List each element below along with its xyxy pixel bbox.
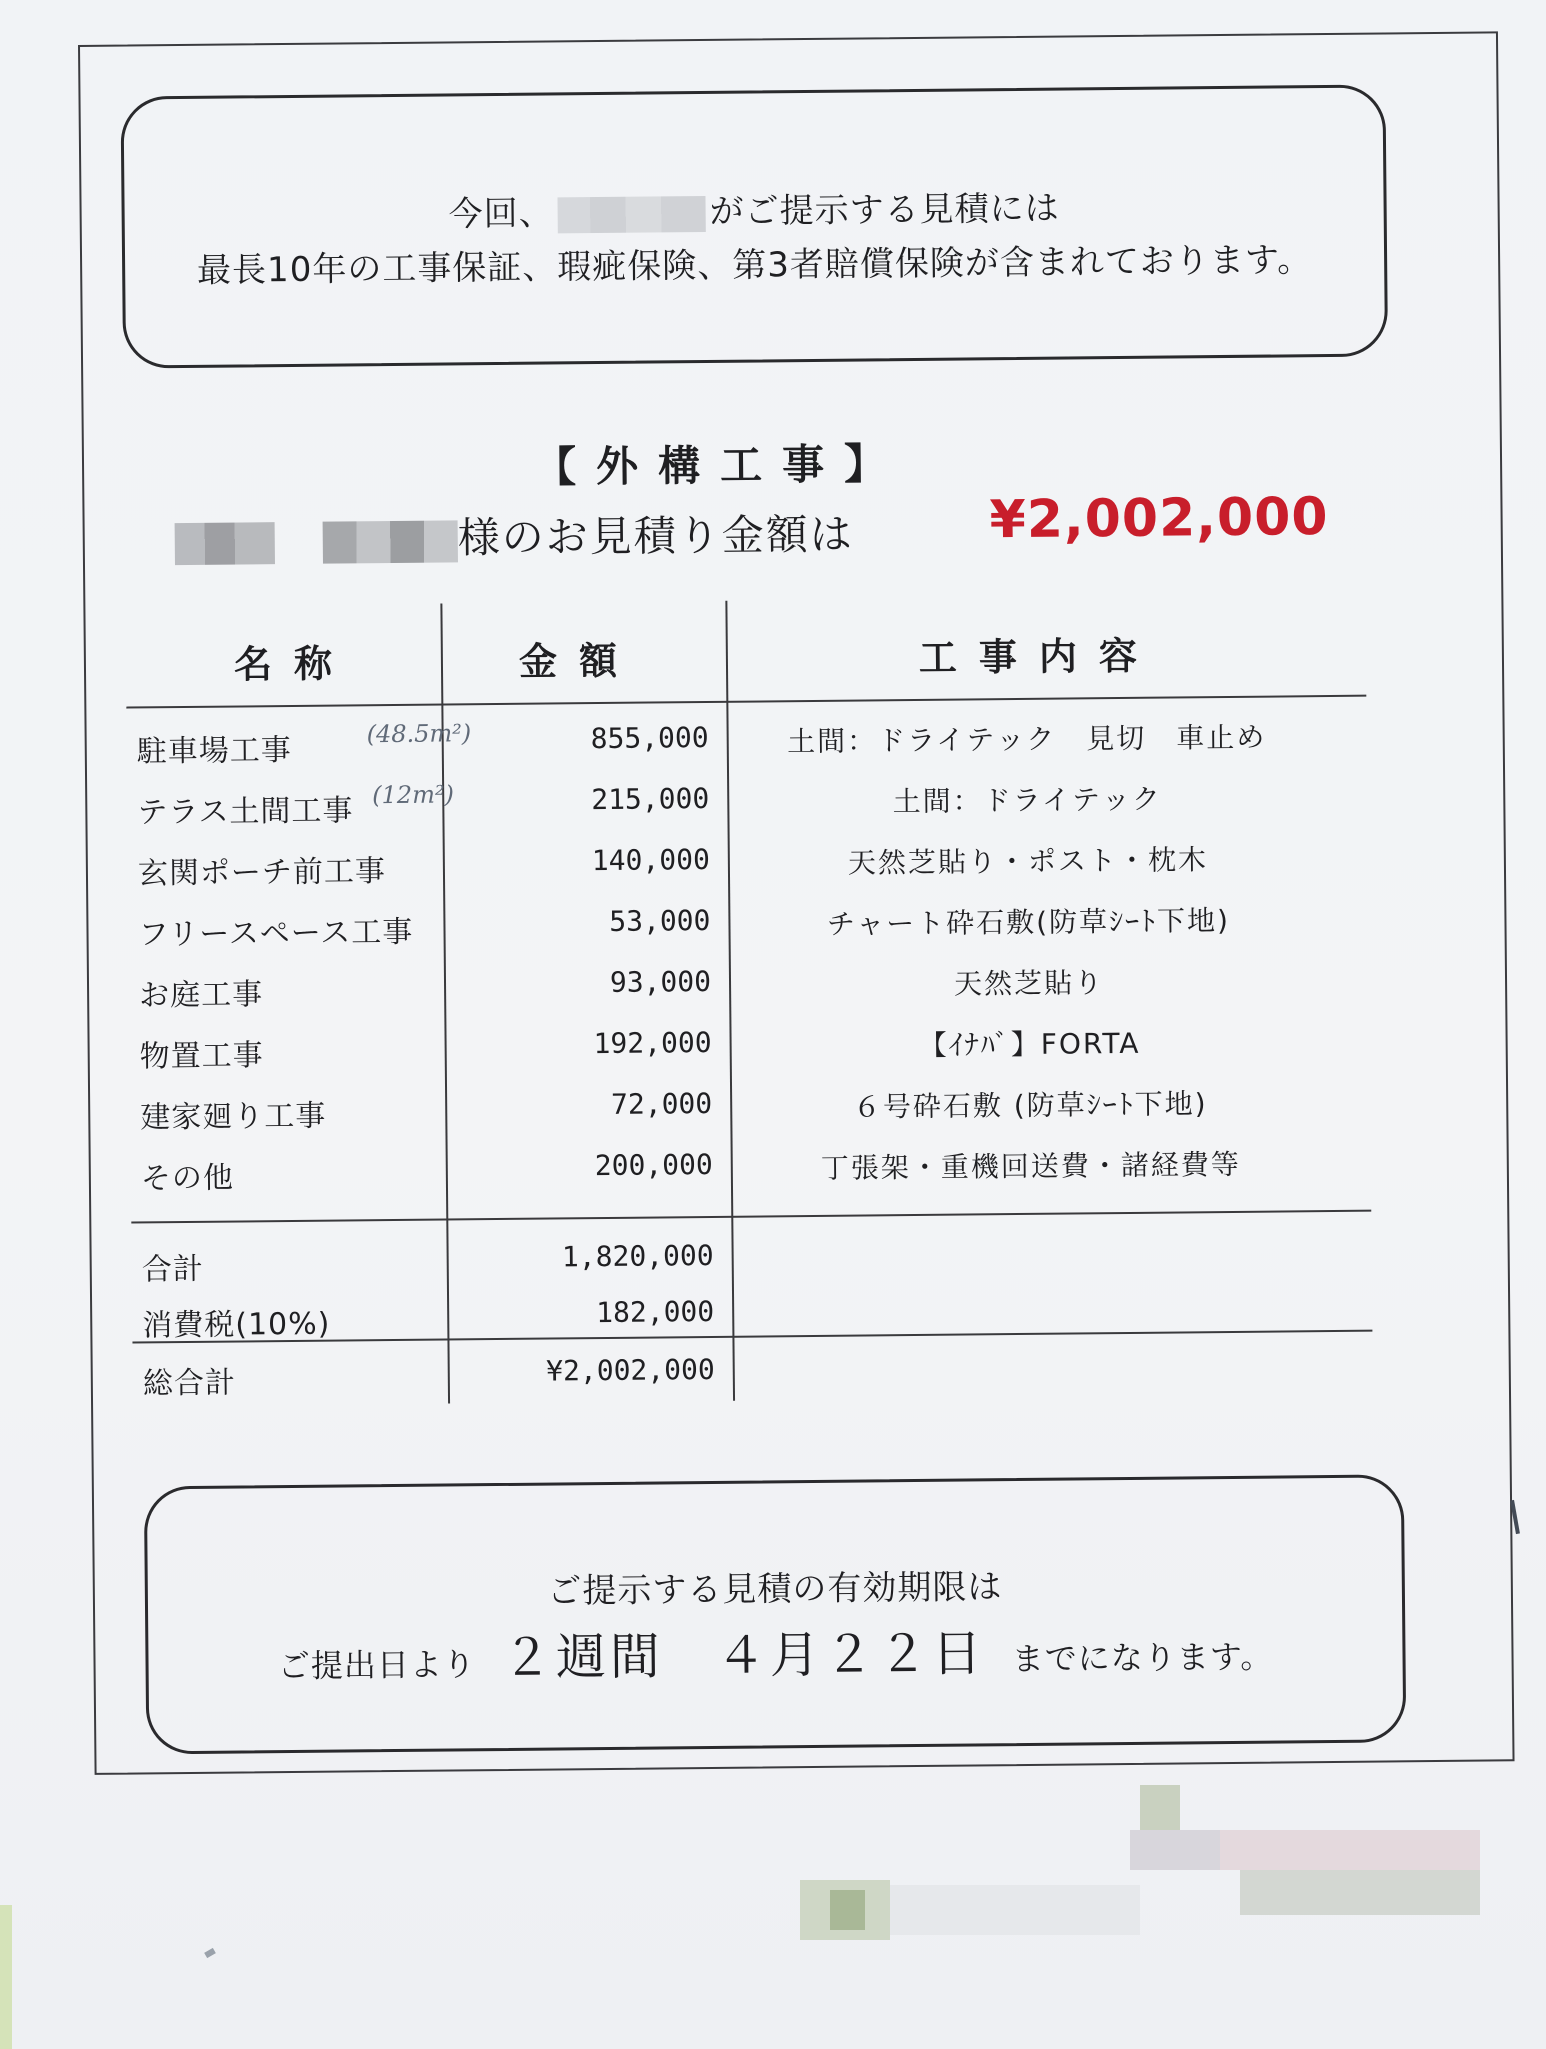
table-row	[129, 1020, 1370, 1092]
row-detail: 天然芝貼り	[953, 966, 1105, 1001]
row-amount: 200,000	[594, 1147, 713, 1183]
validity-line2	[148, 1609, 1403, 1693]
tax-amount: 182,000	[596, 1294, 715, 1330]
warranty-notice-suffix: がご提示する見積には	[709, 188, 1060, 232]
header-divider	[126, 695, 1366, 709]
row-amount: 855,000	[590, 720, 709, 756]
redacted-company-name	[557, 195, 705, 232]
document-frame	[78, 31, 1515, 1775]
row-name: その他	[140, 1160, 235, 1197]
row-detail: 土間：ドライテック 見切 車止め	[786, 720, 1267, 759]
subtotal-label: 合計	[141, 1251, 204, 1288]
validity-suffix: までになります。	[1011, 1637, 1274, 1679]
header-detail: 工事内容	[918, 633, 1160, 680]
header-name: 名称	[233, 641, 355, 687]
warranty-notice-box	[120, 84, 1388, 368]
row-detail: 土間：ドライテック	[892, 782, 1163, 819]
grand-total-row	[133, 1347, 1374, 1419]
row-amount: 192,000	[593, 1025, 712, 1061]
row-amount: 72,000	[610, 1086, 713, 1121]
validity-date: ４月２２日	[715, 1624, 987, 1685]
row-amount: 53,000	[609, 903, 711, 938]
grand-total-label: 総合計	[142, 1365, 237, 1402]
warranty-notice-line1	[124, 177, 1383, 238]
customer-estimate-line	[174, 502, 854, 569]
row-name: 駐車場工事	[136, 732, 292, 770]
row-amount: 140,000	[591, 842, 711, 878]
row-detail: ６号砕石敷 (防草ｼｰﾄ下地)	[852, 1087, 1208, 1124]
tax-label: 消費税(10%)	[142, 1306, 331, 1344]
paper-mark	[204, 1948, 216, 1958]
validity-prefix: ご提出日より	[277, 1645, 477, 1686]
row-name: お庭工事	[138, 977, 264, 1014]
row-name: 玄関ポーチ前工事	[137, 854, 387, 892]
validity-notice-box	[144, 1474, 1407, 1754]
table-row	[131, 1142, 1372, 1214]
row-detail: 天然芝貼り・ポスト・枕木	[847, 843, 1209, 880]
table-row	[128, 837, 1369, 909]
warranty-notice-line2: 最長10年の工事保証、瑕疵保険、第3者賠償保険が含まれております。	[196, 240, 1313, 291]
subtotal-amount: 1,820,000	[561, 1238, 714, 1274]
grand-total-amount: ¥2,002,000	[546, 1352, 715, 1388]
table-row	[127, 715, 1368, 787]
row-name: フリースペース工事	[138, 914, 414, 953]
estimate-table	[125, 595, 1373, 1407]
row-detail: 【ｲﾅﾊﾞ】FORTA	[918, 1026, 1141, 1062]
warranty-notice-prefix: 今回、	[448, 193, 554, 235]
row-detail: 丁張架・重機回送費・諸経費等	[820, 1147, 1241, 1185]
redacted-company-stamp	[800, 1785, 1480, 1955]
estimate-total-headline: ¥2,002,000	[989, 487, 1329, 551]
background-edge	[0, 1905, 12, 2049]
validity-line1: ご提示する見積の有効期限は	[547, 1567, 1003, 1612]
row-name: テラス土間工事	[137, 793, 354, 831]
redacted-customer-given-name	[323, 520, 458, 563]
table-row	[128, 898, 1369, 970]
header-amount: 金額	[518, 638, 640, 684]
section-title: 【外構工事】	[533, 439, 907, 492]
row-detail: チャート砕石敷(防草ｼｰﾄ下地)	[826, 903, 1231, 941]
row-name: 建家廻り工事	[140, 1098, 327, 1136]
redacted-customer-surname	[175, 522, 275, 565]
table-row	[130, 1081, 1371, 1153]
table-row	[127, 776, 1368, 848]
customer-line-suffix: 様のお見積り金額は	[457, 509, 854, 563]
row-handwritten-note: (48.5m²)	[366, 719, 472, 749]
row-handwritten-note: (12m²)	[372, 780, 455, 810]
table-row	[129, 959, 1370, 1031]
row-amount: 93,000	[609, 964, 712, 999]
validity-period: ２週間	[501, 1627, 665, 1688]
row-name: 物置工事	[139, 1038, 264, 1075]
row-amount: 215,000	[591, 781, 710, 817]
